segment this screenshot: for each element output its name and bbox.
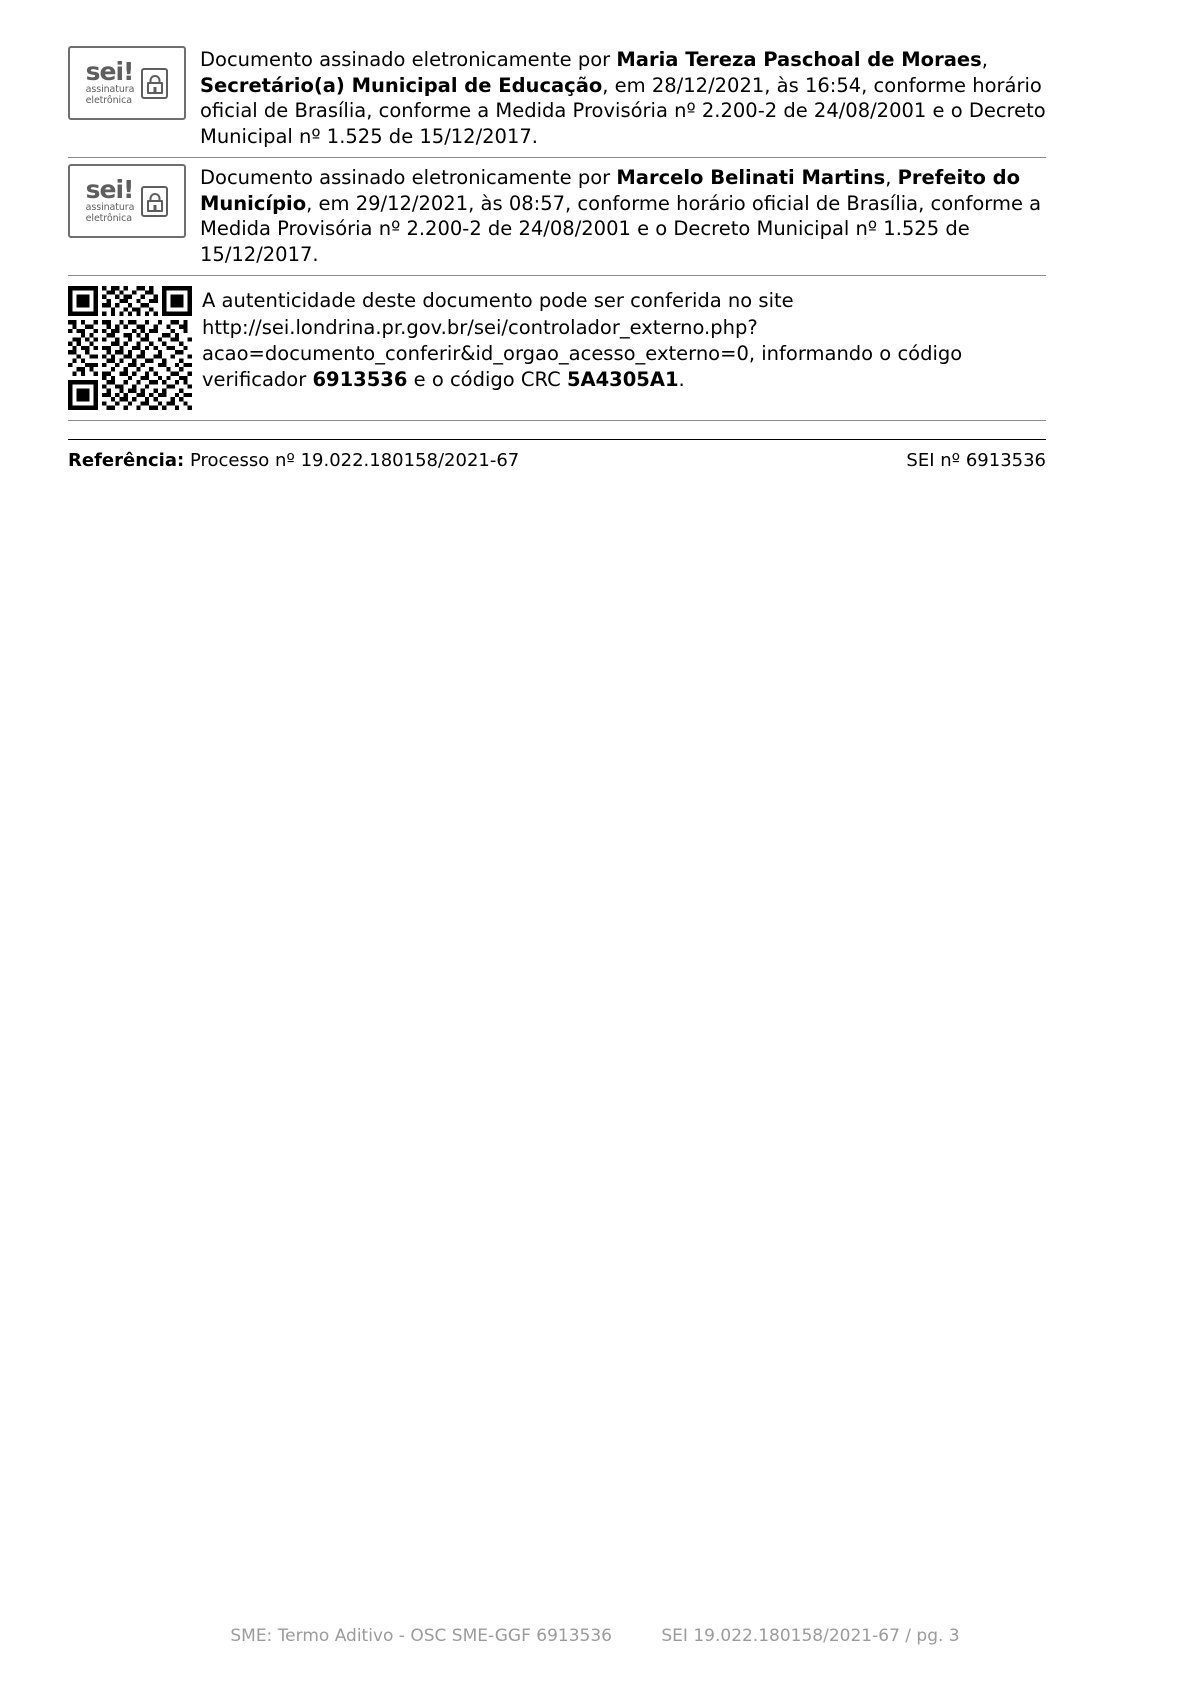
signature-text: Documento assinado eletronicamente por Maria Tereza Paschoal de Moraes, Secretário(a) Municipal de Educação, em 28/12/2021, às 16:54, conforme horário oficial de Brasília, conforme a Medida Provisória nº 2.200-2 de 24/08/2001 e o Decreto Municipal nº 1.525 de 15/12/2017. — [200, 48, 1046, 148]
reference-process-number: Processo nº 19.022.180158/2021-67 — [189, 450, 520, 472]
document-content — [68, 38, 1046, 471]
signature-block — [68, 38, 1046, 158]
lock-icon — [141, 186, 168, 217]
authenticity-text: A autenticidade deste documento pode ser conferida no site http://sei.londrina.pr.gov.br/sei/controlador_externo.php?acao=documento_conferir&id_orgao_acesso_externo=0, informando o código verificador 6913536 e o código CRC 5A4305A1. — [202, 289, 963, 392]
signature-text: Documento assinado eletronicamente por Marcelo Belinati Martins, Prefeito do Município, em 29/12/2021, às 08:57, conforme horário oficial de Brasília, conforme a Medida Provisória nº 2.200-2 de 24/08/2001 e o Decreto Municipal nº 1.525 de 15/12/2017. — [200, 166, 1042, 266]
lock-icon — [141, 68, 168, 99]
reference-label: Referência: — [68, 450, 185, 472]
sei-badge-subtitle-line1: assinatura — [85, 202, 135, 214]
reference-line — [68, 439, 1046, 471]
sei-badge-subtitle-line2: eletrônica — [85, 213, 132, 224]
sei-signature-badge — [68, 164, 186, 238]
signature-block — [68, 158, 1046, 276]
footer-left-text: SME: Termo Aditivo - OSC SME-GGF 6913536 — [230, 1626, 612, 1646]
sei-logo-text: sei! — [85, 174, 134, 204]
reference-process — [68, 450, 519, 471]
sei-badge-subtitle-line1: assinatura — [85, 84, 135, 96]
sei-signature-badge — [68, 46, 186, 120]
sei-logo-text: sei! — [85, 56, 134, 86]
reference-sei-number: SEI nº 6913536 — [906, 450, 1046, 472]
qr-code-icon — [68, 286, 192, 410]
authenticity-block — [68, 276, 1046, 421]
footer-right-text: SEI 19.022.180158/2021-67 / pg. 3 — [661, 1626, 960, 1646]
sei-badge-subtitle-line2: eletrônica — [85, 94, 132, 106]
page-footer — [0, 1626, 1190, 1646]
